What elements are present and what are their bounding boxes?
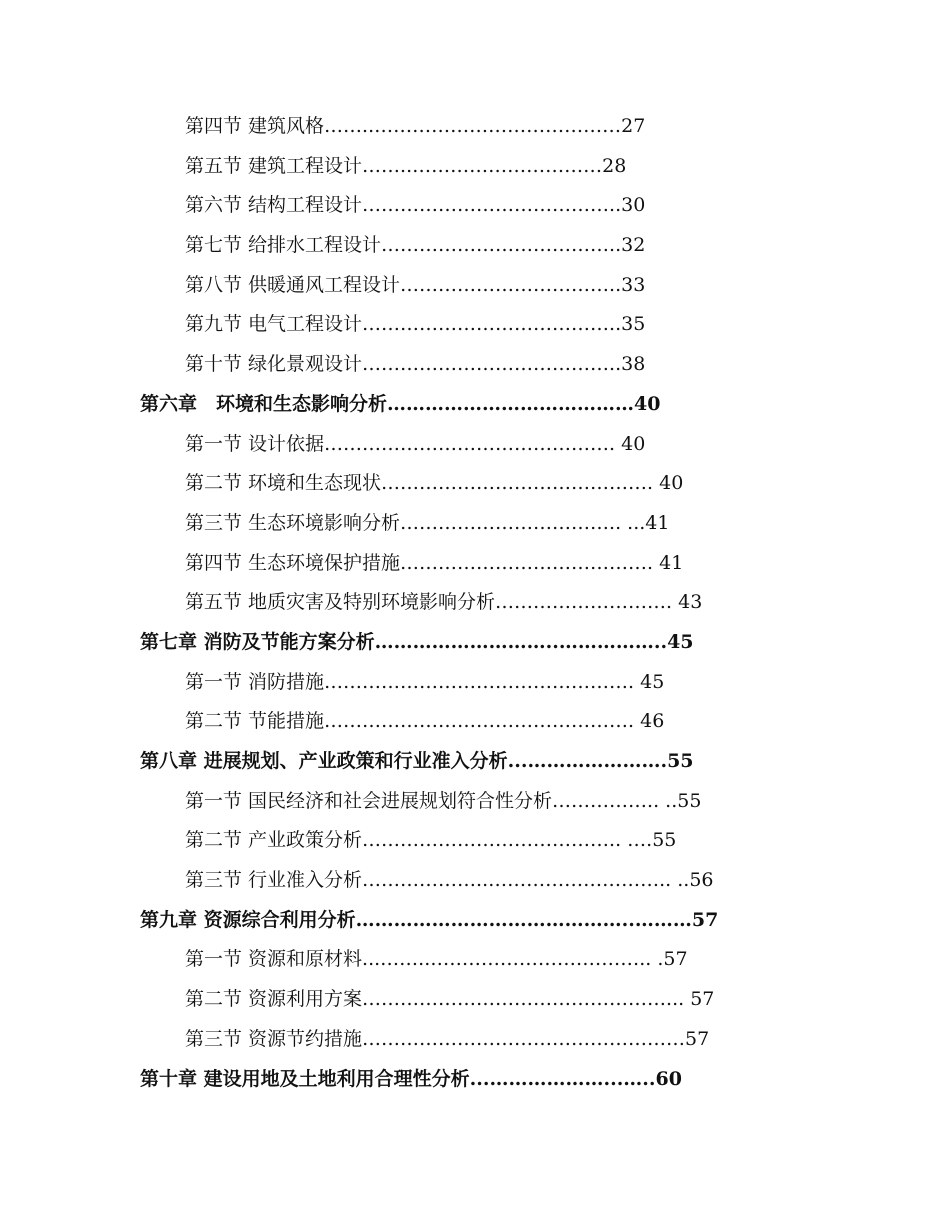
toc-section-entry: 第七节 给排水工程设计………………………………..32 [185,234,646,257]
toc-chapter-entry: 第七章 消防及节能方案分析………………………..……………..45 [140,630,694,653]
table-of-contents [0,107,950,1099]
toc-section-entry: 第一节 消防措施…………………………………………. 45 [185,670,665,693]
toc-section-entry: 第一节 资源和原材料...……..…………………………….. .57 [185,948,688,971]
toc-chapter-entry: 第十章 建设用地及土地利用合理性分析...………………...…..60 [140,1067,682,1090]
toc-section-entry: 第二节 环境和生态现状……………………………………. 40 [185,472,684,495]
toc-section-entry: 第九节 电气工程设计…………………………………..35 [185,313,646,336]
toc-section-entry: 第二节 产业政策分析………………………………….. ….55 [185,829,677,852]
toc-section-entry: 第一节 国民经济和社会进展规划符合性分析…………….. ..55 [185,789,702,812]
toc-section-entry: 第三节 生态环境影响分析…………………………….. ...41 [185,511,670,534]
toc-section-entry: 第四节 建筑风格……..…………………………………27 [185,115,646,137]
toc-section-entry: 第五节 地质灾害及特别环境影响分析………………………. 43 [185,591,703,614]
toc-section-entry: 第五节 建筑工程设计……..…………………………28 [185,154,627,177]
toc-chapter-entry: 第六章 环境和生态影响分析…………………………………40 [140,392,661,415]
toc-section-entry: 第三节 资源节约措施……………………………………………57 [185,1027,710,1050]
toc-section-entry: 第六节 结构工程设计…………………………………..30 [185,194,646,217]
toc-section-entry: 第四节 生态环境保护措施…………………………………. 41 [185,551,684,574]
toc-section-entry: 第八节 供暖通风工程设计……………………………..33 [185,273,646,296]
toc-section-entry: 第十节 绿化景观设计…………………………………..38 [185,353,646,376]
toc-section-entry: 第二节 节能措施…………………………………………. 46 [185,710,665,733]
toc-chapter-entry: 第八章 进展规划、产业政策和行业准入分析...………………….55 [140,750,694,772]
toc-section-entry: 第一节 设计依据………………………………………. 40 [185,432,646,455]
toc-section-entry: 第二节 资源利用方案…………………………………………... 57 [185,988,715,1011]
toc-chapter-entry: 第九章 资源综合利用分析……………………………………..………57 [140,908,719,931]
toc-section-entry: 第三节 行业准入分析………………..……………………….. ..56 [185,869,714,892]
